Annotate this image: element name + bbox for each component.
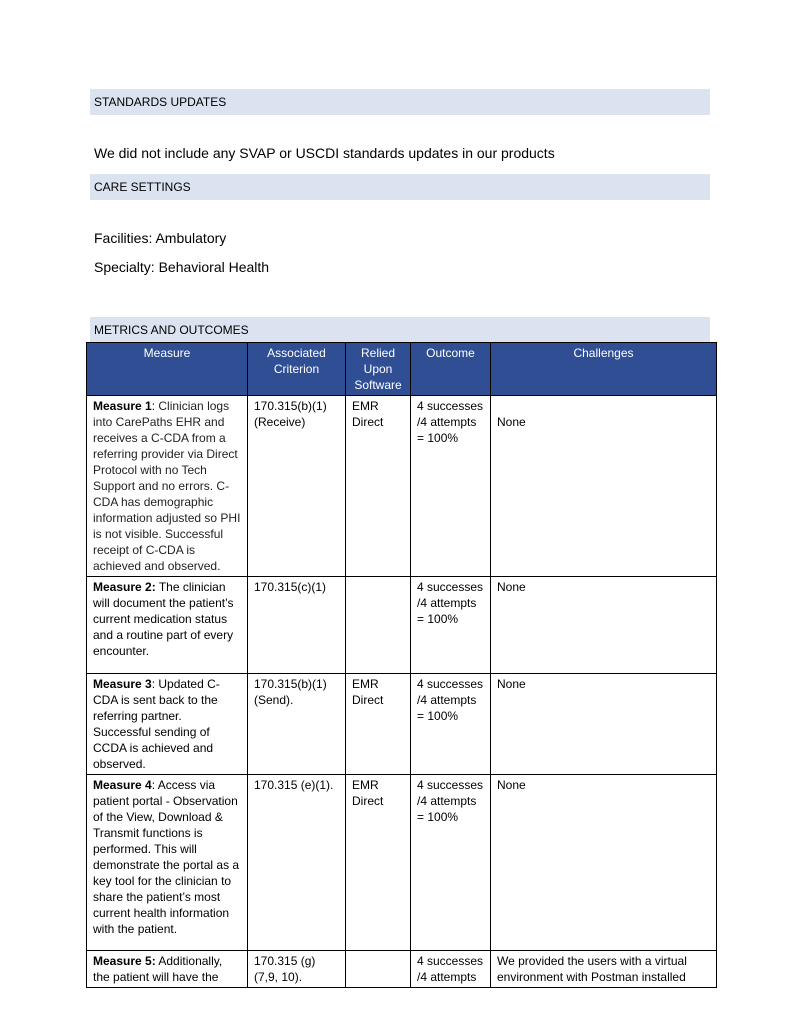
column-header-measure: Measure — [87, 343, 248, 396]
challenges-cell — [491, 396, 717, 577]
criterion-cell: 170.315(b)(1) (Receive) — [248, 396, 346, 577]
care-settings-heading: CARE SETTINGS — [90, 174, 710, 200]
standards-updates-text: We did not include any SVAP or USCDI standards updates in our products — [94, 145, 555, 161]
criterion-cell: 170.315(b)(1) (Send). — [248, 674, 346, 775]
measure-cell — [87, 396, 248, 577]
outcome-cell: 4 successes /4 attempts = 100% — [411, 674, 491, 775]
software-cell: EMR Direct — [346, 396, 411, 577]
specialty-text: Specialty: Behavioral Health — [94, 259, 270, 275]
challenges-cell: We provided the users with a virtual environment with Postman installed — [491, 951, 717, 988]
outcome-cell: 4 successes /4 attempts = 100% — [411, 775, 491, 951]
measure-separator: : — [151, 778, 156, 792]
table-header-row — [87, 343, 717, 396]
measure-description: Updated C-CDA is sent back to the referring partner. Successful sending of CCDA is achieved and observed. — [93, 677, 220, 771]
software-cell: EMR Direct — [346, 775, 411, 951]
column-header-challenges: Challenges — [491, 343, 717, 396]
column-header-criterion: Associated Criterion — [248, 343, 346, 396]
challenges-cell: None — [491, 674, 717, 775]
challenges-text: None — [497, 415, 526, 429]
column-header-outcome: Outcome — [411, 343, 491, 396]
outcome-cell: 4 successes /4 attempts = 100% — [411, 396, 491, 577]
table-row — [87, 396, 717, 577]
table-row — [87, 674, 717, 775]
column-header-software: Relied Upon Software — [346, 343, 411, 396]
measure-cell — [87, 577, 248, 674]
measure-name: Measure 4 — [93, 778, 152, 792]
facilities-text: Facilities: Ambulatory — [94, 230, 227, 246]
criterion-cell: 170.315(c)(1) — [248, 577, 346, 674]
table-row — [87, 577, 717, 674]
measure-cell — [87, 775, 248, 951]
challenges-cell: None — [491, 775, 717, 951]
outcome-cell: 4 successes /4 attempts — [411, 951, 491, 988]
measure-name: Measure 3 — [93, 677, 152, 691]
measure-cell — [87, 674, 248, 775]
measure-cell — [87, 951, 248, 988]
measure-description: Clinician logs into CarePaths EHR and receives a C-CDA from a referring provider via Direct Protocol with no Tech Support and no errors. C-CDA has demographic information adjusted so PHI is not visible. Successful receipt of C-CDA is achieved and observed. — [93, 399, 241, 573]
metrics-outcomes-heading: METRICS AND OUTCOMES — [90, 317, 710, 343]
standards-updates-heading: STANDARDS UPDATES — [90, 89, 710, 115]
measure-separator: : — [151, 677, 156, 691]
criterion-cell: 170.315 (g)(7,9, 10). — [248, 951, 346, 988]
software-cell — [346, 577, 411, 674]
measure-description: The clinician will document the patient’s current medication status and a routine part of every encounter. — [93, 580, 234, 658]
challenges-cell: None — [491, 577, 717, 674]
criterion-cell: 170.315 (e)(1). — [248, 775, 346, 951]
table-row — [87, 775, 717, 951]
measure-description: Additionally, the patient will have the — [93, 954, 223, 984]
outcome-cell: 4 successes /4 attempts = 100% — [411, 577, 491, 674]
measure-name: Measure 5: — [93, 954, 156, 968]
measure-name: Measure 1 — [93, 399, 152, 413]
table-row — [87, 951, 717, 988]
software-cell — [346, 951, 411, 988]
software-cell: EMR Direct — [346, 674, 411, 775]
measure-separator: : — [151, 399, 156, 413]
measure-name: Measure 2: — [93, 580, 156, 594]
measure-description: Access via patient portal - Observation of the View, Download & Transmit functions is performed. This will demonstrate the portal as a key tool for the clinician to share the patient’s most current health information with the patient. — [93, 778, 240, 936]
metrics-table — [86, 342, 717, 988]
